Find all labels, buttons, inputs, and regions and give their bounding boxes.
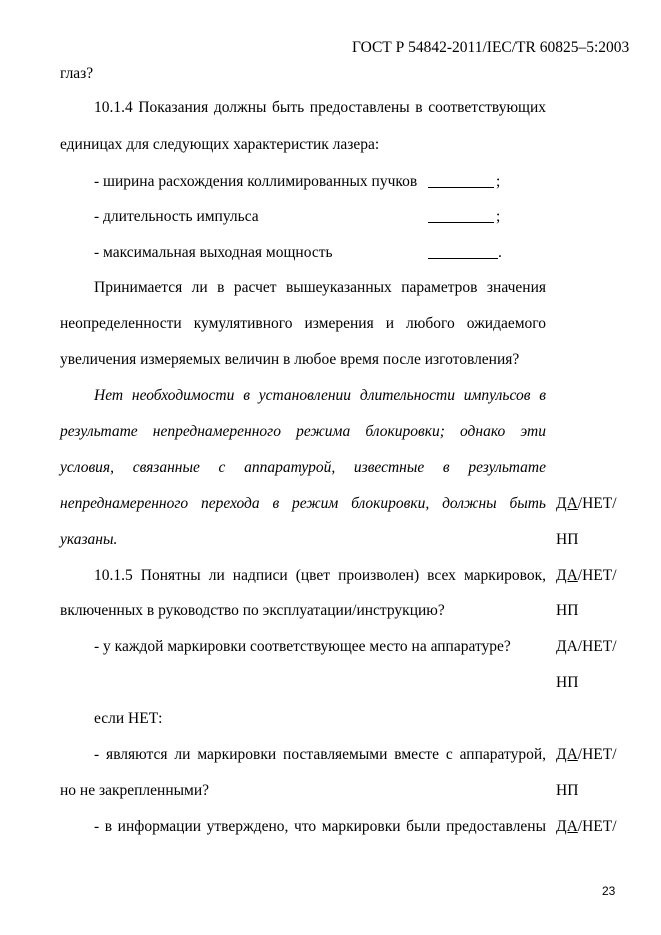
item-beam-divergence: - ширина расхождения коллимированных пучков	[94, 173, 418, 190]
answer-no-na[interactable]: /НЕТ/	[577, 818, 617, 835]
note-line4: непреднамеренного перехода в режим блокировки, должны быть	[60, 495, 546, 512]
text-line: глаз?	[60, 65, 94, 82]
item-end-punct: .	[498, 244, 502, 261]
question-line3: увеличения измеряемых величин в любое время после изготовления?	[60, 351, 520, 368]
question-line1: Принимается ли в расчет вышеуказанных параметров значения	[94, 279, 546, 296]
answer-yes[interactable]: ДА	[556, 638, 578, 655]
answer-options[interactable]	[556, 745, 617, 765]
item-pulse-duration: - длительность импульса	[94, 208, 259, 225]
item-end-punct: ;	[496, 173, 501, 190]
standard-header: ГОСТ Р 54842-2011/IEC/TR 60825–5:2003	[352, 39, 630, 56]
answer-no-na[interactable]: /НЕТ/	[577, 495, 617, 512]
note-line1: Нет необходимости в установлении длительности импульсов в	[94, 387, 546, 404]
blank-field-divergence[interactable]	[428, 187, 494, 188]
section-10-1-4-line1: 10.1.4 Показания должны быть предоставлены в соответствующих	[94, 99, 546, 116]
section-10-1-5-line1: 10.1.5 Понятны ли надписи (цвет произволен) всех маркировок,	[94, 567, 546, 584]
answer-yes-selected[interactable]: ДА	[556, 818, 578, 835]
question-markings-supplied-line2: но не закрепленными?	[60, 782, 210, 799]
answer-options[interactable]	[556, 817, 617, 837]
blank-field-pulse[interactable]	[428, 222, 494, 223]
answer-yes-selected[interactable]: ДА	[556, 746, 578, 763]
item-end-punct: ;	[496, 208, 501, 225]
answer-na[interactable]: НП	[556, 531, 579, 548]
answer-no-na[interactable]: /НЕТ/	[577, 567, 617, 584]
question-info-stated-line1: - в информации утверждено, что маркировки были предоставлены	[94, 818, 546, 835]
answer-na[interactable]: НП	[556, 674, 579, 691]
note-line2: результате непреднамеренного режима блокировки; однако эти	[60, 423, 546, 440]
note-line3: условия, связанные с аппаратурой, известные в результате	[60, 459, 546, 476]
note-line5: указаны.	[60, 531, 118, 548]
if-no-label: если НЕТ:	[94, 710, 163, 727]
item-max-power: - максимальная выходная мощность	[94, 244, 333, 261]
section-10-1-5-line2: включенных в руководство по эксплуатации/инструкцию?	[60, 602, 445, 619]
answer-yes-selected[interactable]: ДА	[556, 567, 578, 584]
answer-options[interactable]	[556, 637, 617, 657]
answer-yes-selected[interactable]: ДА	[556, 495, 578, 512]
section-10-1-4-line2: единицах для следующих характеристик лазера:	[60, 136, 380, 153]
blank-field-power[interactable]	[428, 258, 498, 259]
answer-options[interactable]	[556, 566, 617, 586]
answer-no-na[interactable]: /НЕТ/	[577, 638, 617, 655]
page-number: 23	[602, 884, 616, 898]
question-markings-supplied-line1: - являются ли маркировки поставляемыми вместе с аппаратурой,	[94, 746, 546, 763]
answer-options[interactable]	[556, 494, 617, 514]
question-marking-place: - у каждой маркировки соответствующее место на аппаратуре?	[94, 638, 511, 655]
question-line2: неопределенности кумулятивного измерения и любого ожидаемого	[60, 315, 546, 332]
answer-na[interactable]: НП	[556, 782, 579, 799]
answer-no-na[interactable]: /НЕТ/	[577, 746, 617, 763]
answer-na[interactable]: НП	[556, 602, 579, 619]
